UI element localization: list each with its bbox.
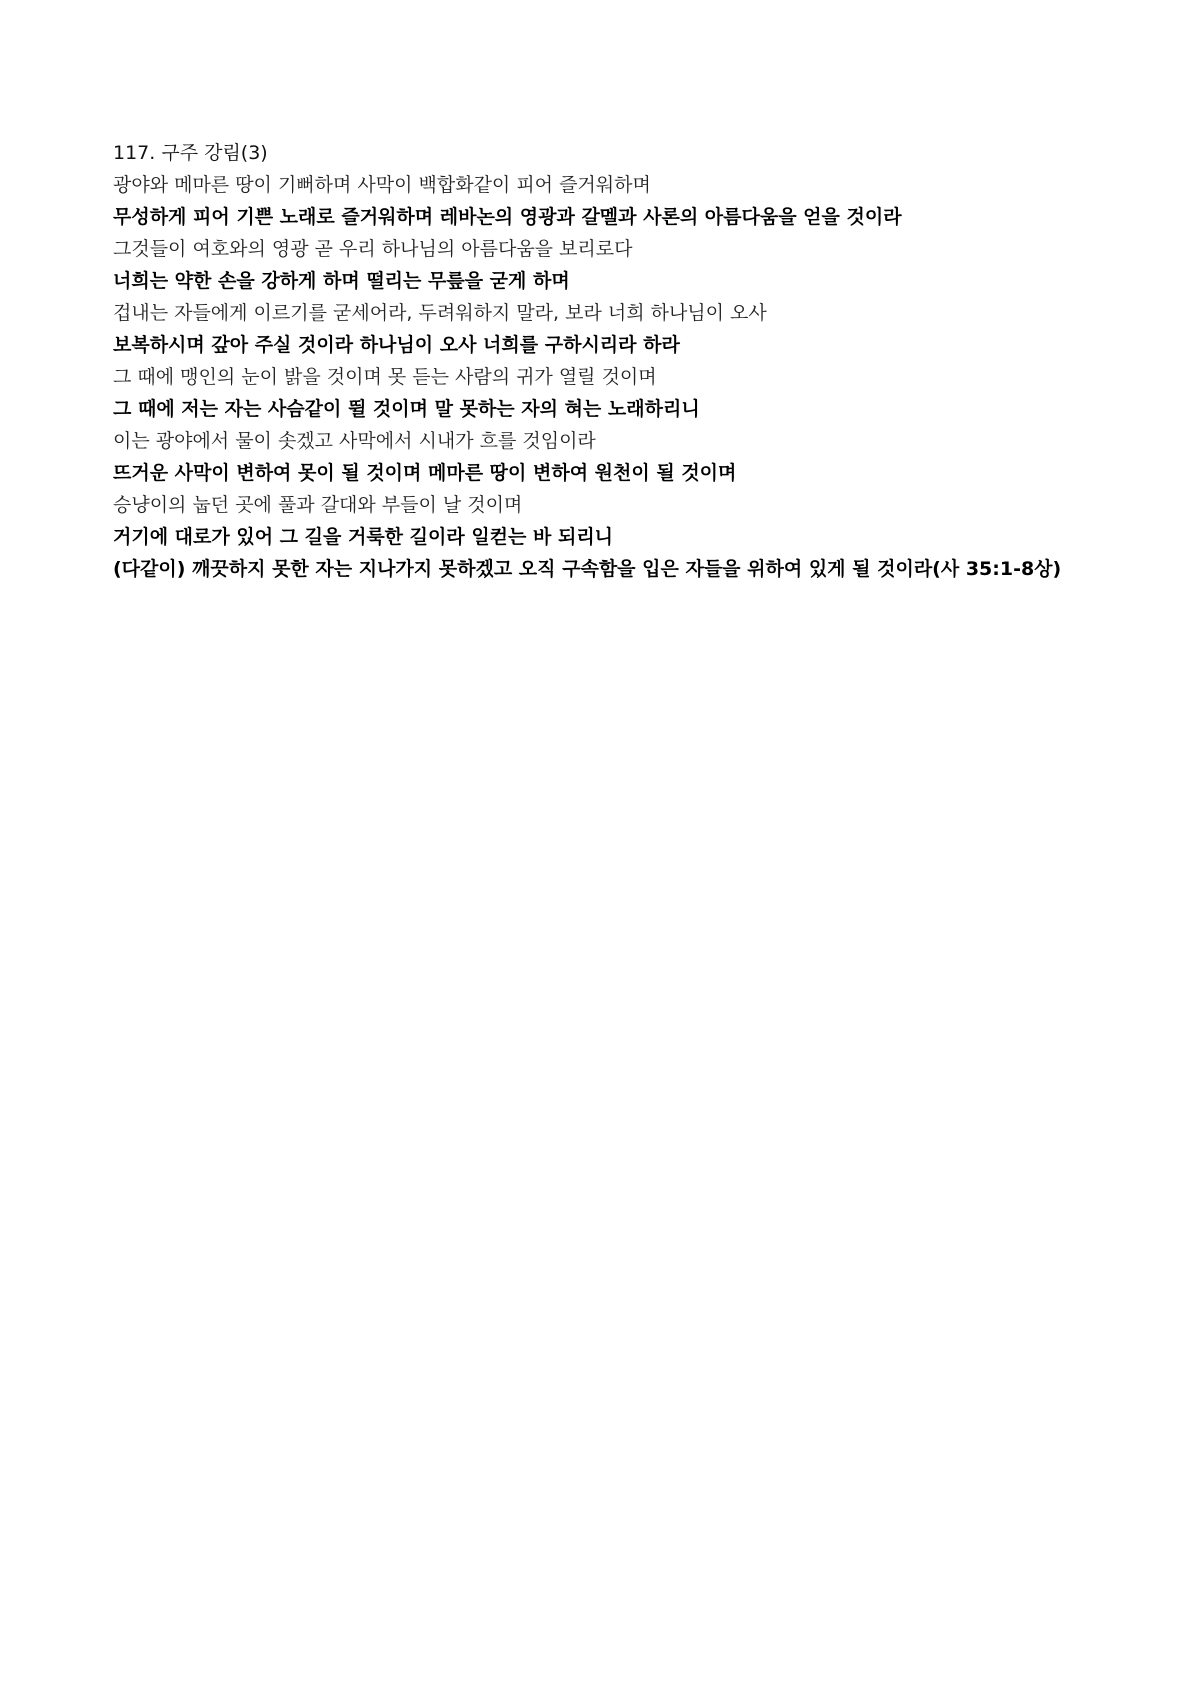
document-body (113, 137, 1079, 585)
verse-line-congregation: 무성하게 피어 기쁜 노래로 즐거워하며 레바논의 영광과 갈멜과 사론의 아름다움을 얻을 것이라 (113, 206, 902, 228)
verse-line-all-together: (다같이) 깨끗하지 못한 자는 지나가지 못하겠고 오직 구속함을 입은 자들을 위하여 있게 될 것이라(사 35:1-8상) (113, 558, 1062, 580)
verse-line-leader: 겁내는 자들에게 이르기를 굳세어라, 두려워하지 말라, 보라 너희 하나님이 오사 (113, 302, 767, 324)
verse-line-congregation: 보복하시며 갚아 주실 것이라 하나님이 오사 너희를 구하시리라 하라 (113, 334, 680, 356)
verse-line-leader: 광야와 메마른 땅이 기뻐하며 사막이 백합화같이 피어 즐거워하며 (113, 174, 651, 196)
verse-line-leader: 이는 광야에서 물이 솟겠고 사막에서 시내가 흐를 것임이라 (113, 430, 596, 452)
verse-line-congregation: 거기에 대로가 있어 그 길을 거룩한 길이라 일컫는 바 되리니 (113, 526, 614, 548)
verse-line-congregation: 너희는 약한 손을 강하게 하며 떨리는 무릎을 굳게 하며 (113, 270, 570, 292)
verse-line-leader: 그것들이 여호와의 영광 곧 우리 하나님의 아름다움을 보리로다 (113, 238, 633, 260)
verse-line-leader: 승냥이의 눕던 곳에 풀과 갈대와 부들이 날 것이며 (113, 494, 523, 516)
verse-line-congregation: 뜨거운 사막이 변하여 못이 될 것이며 메마른 땅이 변하여 원천이 될 것이며 (113, 462, 737, 484)
verse-line-congregation: 그 때에 저는 자는 사슴같이 뛸 것이며 말 못하는 자의 혀는 노래하리니 (113, 398, 700, 420)
document-title: 117. 구주 강림(3) (113, 142, 268, 164)
verse-line-leader: 그 때에 맹인의 눈이 밝을 것이며 못 듣는 사람의 귀가 열릴 것이며 (113, 366, 657, 388)
